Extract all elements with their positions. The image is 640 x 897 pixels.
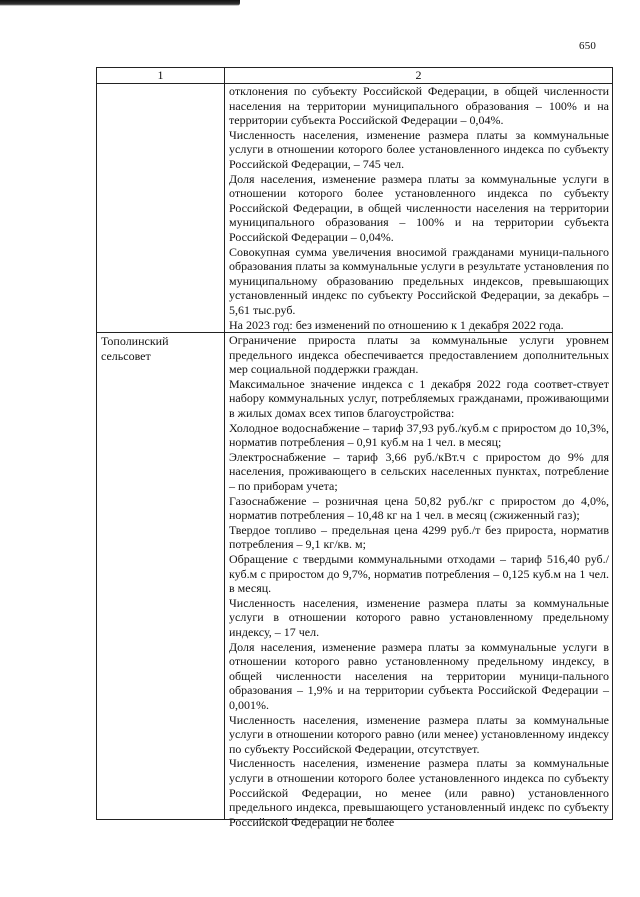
paragraph: На 2023 год: без изменений по отношению к 1 декабря 2022 года. bbox=[229, 317, 564, 332]
paragraph: Газоснабжение – розничная цена 50,82 руб./кг с приростом до 4,0%, норматив потребления – 10,48 кг на 1 чел. в месяц (сжиженный газ); bbox=[229, 493, 609, 523]
paragraph: Холодное водоснабжение – тариф 37,93 руб./куб.м с приростом до 10,3%, норматив потребления – 0,91 куб.м на 1 чел. в месяц; bbox=[229, 420, 609, 450]
table-header-row bbox=[97, 68, 613, 84]
table-row bbox=[97, 333, 613, 820]
municipality-name-cell bbox=[97, 84, 225, 333]
paragraph: Ограничение прироста платы за коммунальные услуги уровнем предельного индекса обеспечивается предоставлением дополнительных мер социальной поддержки граждан. bbox=[229, 333, 609, 377]
column-header-1: 1 bbox=[97, 68, 225, 84]
paragraph: Численность населения, изменение размера платы за коммунальные услуги в отношении которого равно (или менее) установленному индексу по субъекту Российской Федерации, отсутствует. bbox=[229, 712, 609, 756]
paragraph: Обращение с твердыми коммунальными отходами – тариф 516,40 руб./куб.м с приростом до 9,7%, норматив потребления – 0,125 куб.м на 1 чел. в месяц. bbox=[229, 552, 609, 596]
paragraph: Максимальное значение индекса с 1 декабря 2022 года соответ-ствует набору коммунальных услуг, потребляемых гражданами, проживающими в жилых домах всех типов благоустройства: bbox=[229, 376, 609, 421]
description-cell bbox=[225, 333, 613, 829]
paragraph: Твердое топливо – предельная цена 4299 руб./т без прироста, норматив потребления – 9,1 кг/кв. м; bbox=[229, 522, 609, 552]
municipality-name-cell: Тополинский сельсовет bbox=[97, 333, 225, 820]
document-table bbox=[96, 67, 613, 829]
paragraph: отклонения по субъекту Российской Федерации, в общей численности населения на территории муниципального образования – 100% и на территории субъекта Российской Федерации – 0,04%. bbox=[229, 84, 609, 128]
paragraph: Численность населения, изменение размера платы за коммунальные услуги в отношении которого более установленного индекса по субъекту Российской Федерации, – 745 чел. bbox=[229, 127, 609, 171]
scan-edge-mark bbox=[0, 0, 240, 6]
cell-content bbox=[229, 333, 609, 829]
table-row bbox=[97, 84, 613, 333]
column-header-2: 2 bbox=[225, 68, 613, 84]
paragraph: Совокупная сумма увеличения вносимой гражданами муници-пального образования платы за коммунальные услуги в результате установления по муниципальному образованию предельных индексов, превышающих установленный индекс по субъекту Российской Федерации, за декабрь – 5,61 тыс.руб. bbox=[229, 244, 609, 317]
paragraph: Численность населения, изменение размера платы за коммунальные услуги в отношении которого равно установленному предельному индексу, – 17 чел. bbox=[229, 595, 609, 639]
paragraph: Доля населения, изменение размера платы за коммунальные услуги в отношении которого равно установленному предельному индексу, в общей численности населения на территории муници-пального образования – 1,9% и на территории субъекта Российской Федерации – 0,001%. bbox=[229, 639, 609, 712]
paragraph: Электроснабжение – тариф 3,66 руб./кВт.ч с приростом до 9% для населения, проживающего в сельских населенных пунктах, потребление – по приборам учета; bbox=[229, 449, 609, 494]
paragraph: Доля населения, изменение размера платы за коммунальные услуги в отношении которого более установленного индекса по субъекту Российской Федерации, в общей численности населения на территории муниципального образования – 100% и на территории субъекта Российской Федерации – 0,04%. bbox=[229, 171, 609, 244]
paragraph: Численность населения, изменение размера платы за коммунальные услуги в отношении которого более установленного индекса по субъекту Российской Федерации, но менее (или равно) установленного предельного индекса, превышающего установленный индекс по субъекту Российской Федерации не более bbox=[229, 756, 609, 829]
description-cell bbox=[225, 84, 613, 333]
page-number: 650 bbox=[579, 40, 597, 52]
